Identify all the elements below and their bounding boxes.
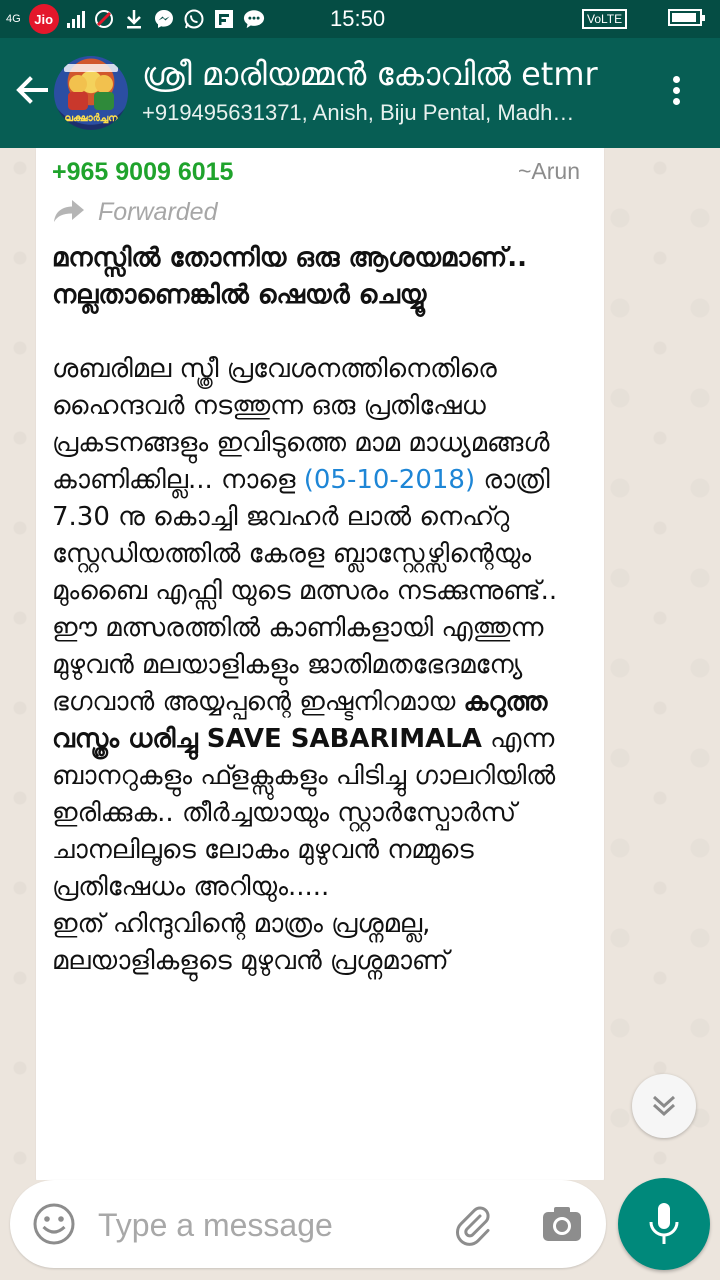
download-icon bbox=[123, 8, 145, 30]
signal-icon bbox=[67, 10, 85, 28]
chat-icon bbox=[243, 8, 265, 30]
camera-icon[interactable] bbox=[540, 1204, 584, 1244]
message-paragraph: ഇത് ഹിന്ദുവിന്റെ മാത്രം പ്രശ്നമല്ല, മലയാളികളുടെ മുഴുവൻ പ്രശ്നമാണ് bbox=[52, 909, 449, 976]
more-options-icon[interactable] bbox=[664, 72, 688, 112]
message-paragraph bbox=[52, 351, 592, 906]
bold-text: കറുത്ത വസ്ത്രം ധരിച്ചു SAVE SABARIMALA bbox=[52, 687, 548, 754]
carrier-logo: Jio bbox=[29, 4, 59, 34]
text-segment: എന്ന ബാനറുകളും ഫ്ളക്സുകളും പിടിച്ചു ഗാലറിയിൽ ഇരിക്കുക.. തീർച്ചയായും സ്റ്റാർസ്പോർസ് ചാനലിലൂടെ ലോകം മുഴുവൻ നമ്മുടെ പ്രതിഷേധം അറിയും..... bbox=[52, 724, 556, 902]
message-author: ~Arun bbox=[517, 158, 580, 184]
message-composer[interactable] bbox=[10, 1180, 606, 1268]
paperclip-icon[interactable] bbox=[450, 1202, 494, 1246]
group-members[interactable]: +919495631371, Anish, Biju Pental, Madh… bbox=[142, 100, 575, 125]
voice-message-button[interactable] bbox=[618, 1178, 710, 1270]
whatsapp-icon bbox=[183, 8, 205, 30]
avatar-caption: ലക്ഷാർച്ചന bbox=[64, 113, 118, 124]
text-segment: രാത്രി 7.30 നു കൊച്ചി ജവഹർ ലാൽ നെഹ്റു സ്റ്റേഡിയത്തിൽ കേരള ബ്ലാസ്റ്റേഴ്സിന്റെയും മുംബൈ എഫ്സി യുടെ മത്സരം നടക്കുന്നുണ്ട്.. ഈ മത്സരത്തിൽ കാണികളായി എത്തുന്ന മുഴുവൻ മലയാളികളും ജാതിമതഭേദമന്യേ ഭഗവാൻ അയ്യപ്പന്റെ ഇഷ്ടനിറമായ bbox=[52, 465, 558, 717]
double-chevron-down-icon bbox=[650, 1094, 678, 1118]
message-headline: മനസ്സിൽ തോന്നിയ ഒരു ആശയമാണ്.. നല്ലതാണെങ്കിൽ ഷെയർ ചെയ്യൂ bbox=[52, 243, 527, 310]
back-arrow-icon[interactable] bbox=[12, 70, 52, 110]
scroll-to-bottom-button[interactable] bbox=[632, 1074, 696, 1138]
paren-open: ( bbox=[303, 465, 314, 495]
forwarded-label: Forwarded bbox=[98, 198, 218, 226]
data-saver-icon bbox=[93, 8, 115, 30]
date-link[interactable]: 05-10-2018 bbox=[313, 465, 465, 495]
paren-close: ) bbox=[464, 465, 476, 495]
text-segment: ശബരിമല സ്ത്രീ പ്രവേശനത്തിനെതിരെ ഹൈന്ദവർ നടത്തുന്ന ഒരു പ്രതിഷേധ പ്രകടനങ്ങളും ഇവിടുത്തെ മാമ മാധ്യമങ്ങൾ കാണിക്കില്ല... നാളെ bbox=[52, 354, 550, 495]
battery-icon bbox=[668, 9, 702, 26]
chat-header[interactable] bbox=[0, 38, 720, 148]
messenger-icon bbox=[153, 8, 175, 30]
group-avatar[interactable] bbox=[54, 56, 128, 130]
message-input[interactable] bbox=[96, 1198, 430, 1252]
flipboard-icon bbox=[213, 8, 235, 30]
emoji-icon[interactable] bbox=[32, 1202, 76, 1246]
message-sender[interactable]: +965 9009 6015 bbox=[52, 158, 234, 186]
message-text bbox=[52, 240, 592, 980]
microphone-icon bbox=[647, 1201, 681, 1247]
message-bubble[interactable] bbox=[36, 148, 604, 1180]
volte-badge: VoLTE bbox=[582, 9, 627, 29]
group-name[interactable]: ശ്രീ മാരിയമ്മൻ കോവിൽ etmr bbox=[142, 55, 598, 93]
status-bar bbox=[0, 0, 720, 38]
chat-area[interactable] bbox=[0, 148, 720, 1180]
clock: 15:50 bbox=[330, 6, 386, 31]
forward-icon bbox=[52, 198, 86, 224]
network-type: 4G bbox=[6, 12, 21, 25]
